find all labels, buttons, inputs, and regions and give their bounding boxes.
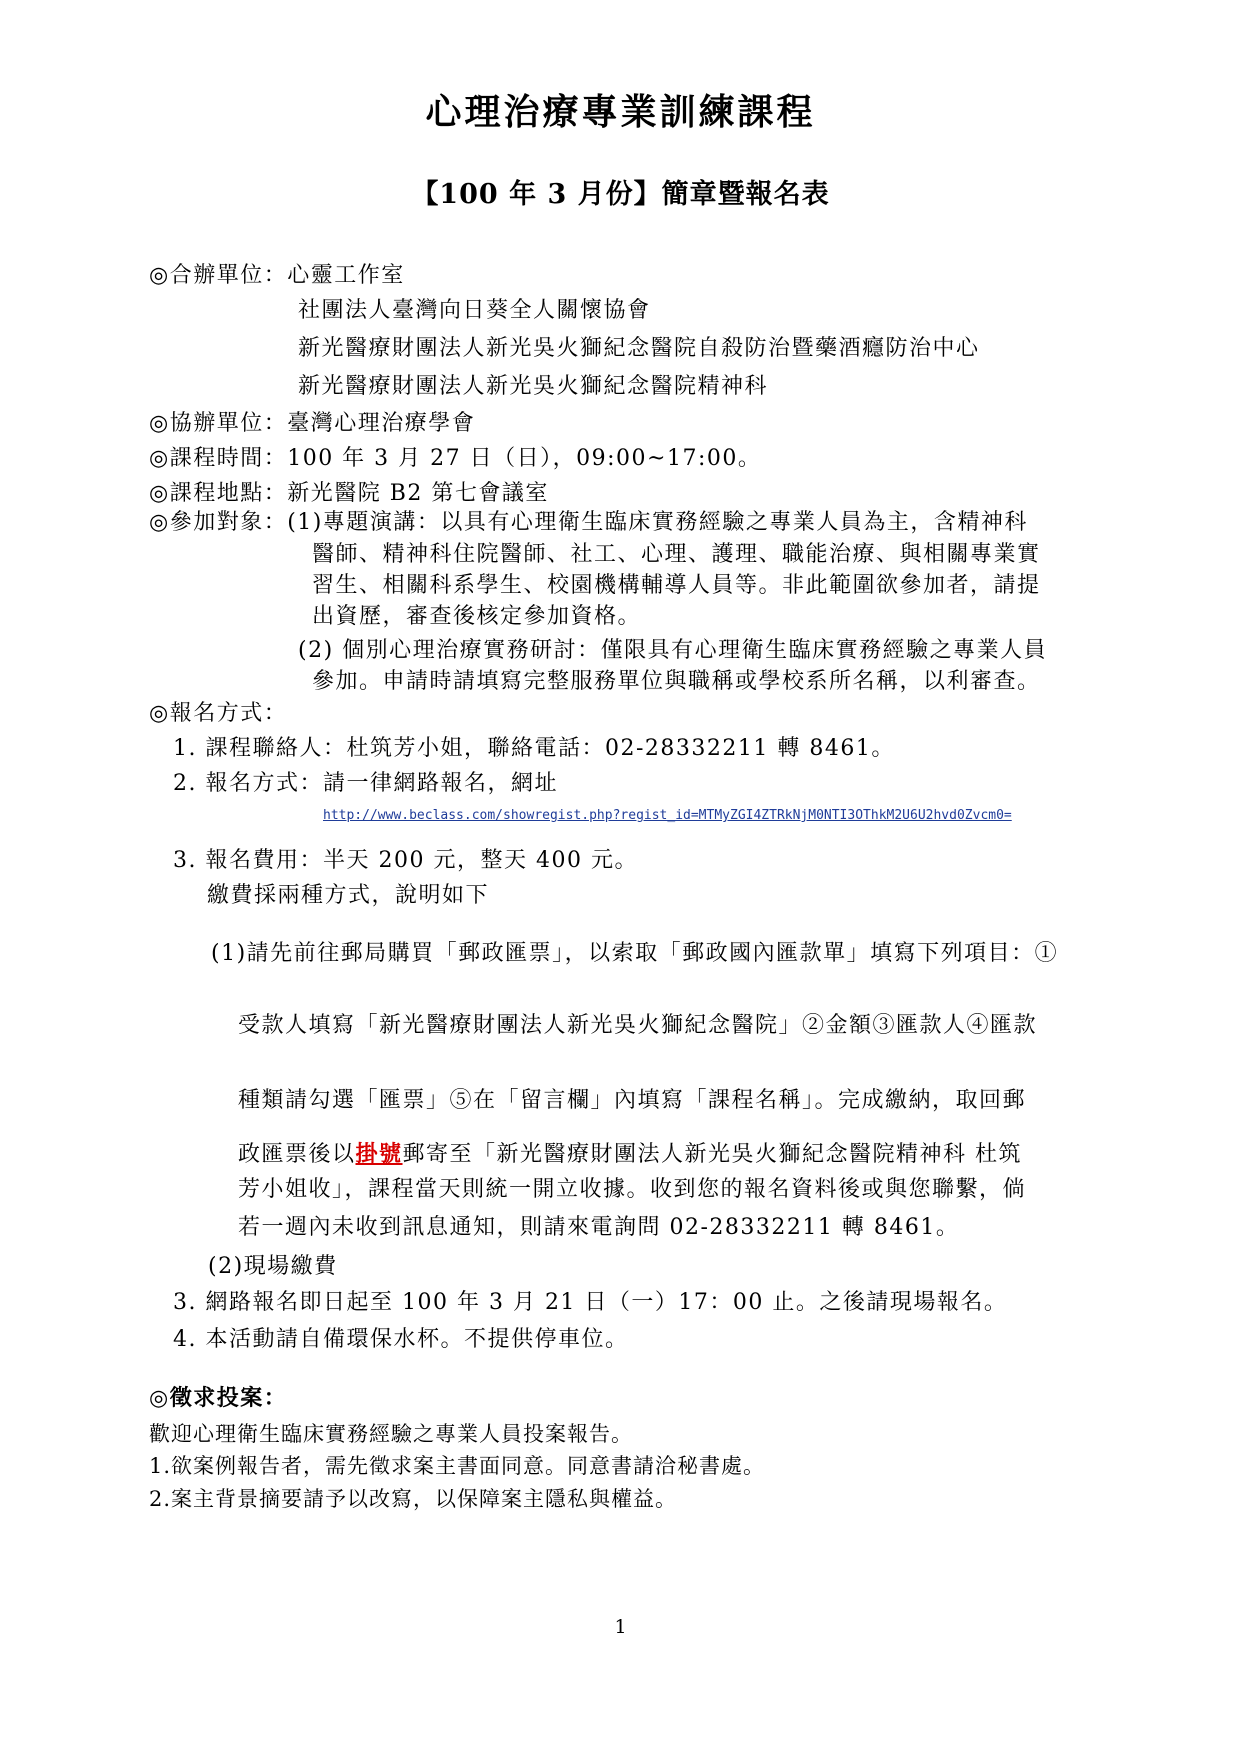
participants-line: 醫師、精神科住院醫師、社工、心理、護理、職能治療、與相關專業實: [312, 542, 1041, 567]
payment-option-line: 芳小姐收」，課程當天則統一開立收據。收到您的報名資料後或與您聯繫，倘: [238, 1177, 1027, 1202]
participants-line: 習生、相關科系學生、校園機構輔導人員等。非此範圍欲參加者，請提: [312, 573, 1041, 598]
case-call-heading: ◎徵求投案：: [149, 1385, 288, 1411]
payment-text: 政匯票後以: [238, 1142, 356, 1167]
participants-line: 參加。申請時請填寫完整服務單位與職稱或學校系所名稱，以利審查。: [312, 669, 1041, 694]
participants-line: (2) 個別心理治療實務研討：僅限具有心理衛生臨床實務經驗之專業人員: [298, 638, 1048, 663]
registered-mail-highlight: 掛號: [355, 1141, 403, 1167]
case-call-line: 歡迎心理衛生臨床實務經驗之專業人員投案報告。: [149, 1422, 633, 1446]
organizer-line: 新光醫療財團法人新光吳火獅紀念醫院自殺防治暨藥酒癮防治中心: [298, 336, 980, 361]
payment-text: 郵寄至「新光醫療財團法人新光吳火獅紀念醫院精神科 杜筑: [402, 1142, 1023, 1167]
registration-heading: ◎報名方式：: [149, 701, 288, 726]
organizer-line: 新光醫療財團法人新光吳火獅紀念醫院精神科: [298, 374, 769, 399]
payment-onsite: (2)現場繳費: [208, 1254, 338, 1279]
registration-deadline: 3. 網路報名即日起至 100 年 3 月 21 日（一）17：00 止。之後請現場報名。: [173, 1290, 1008, 1315]
co-organizer: ◎協辦單位：臺灣心理治療學會: [149, 411, 476, 436]
document-title: 心理治療專業訓練課程: [425, 91, 816, 133]
registration-method: 2. 報名方式：請一律網路報名，網址: [173, 771, 558, 796]
course-location: ◎課程地點：新光醫院 B2 第七會議室: [149, 481, 549, 506]
page-number: 1: [614, 1616, 627, 1638]
participants-line: ◎參加對象：(1)專題演講：以具有心理衛生臨床實務經驗之專業人員為主，含精神科: [149, 510, 1028, 535]
case-call-line: 1.欲案例報告者，需先徵求案主書面同意。同意書請洽秘書處。: [149, 1454, 766, 1478]
participants-line: 出資歷，審查後核定參加資格。: [312, 604, 642, 629]
registration-fee: 3. 報名費用：半天 200 元，整天 400 元。: [173, 848, 638, 873]
organizers-label: ◎合辦單位：心靈工作室: [149, 263, 405, 288]
organizer-line: 社團法人臺灣向日葵全人關懷協會: [298, 298, 651, 323]
fee-note: 繳費採兩種方式，說明如下: [207, 883, 490, 908]
payment-option-line: [238, 1137, 1022, 1168]
payment-option-line: 種類請勾選「匯票」⑤在「留言欄」內填寫「課程名稱」。完成繳納，取回郵: [238, 1088, 1027, 1113]
course-time: ◎課程時間：100 年 3 月 27 日（日），09:00~17:00。: [149, 446, 762, 471]
payment-option-line: 若一週內未收到訊息通知，則請來電詢問 02-28332211 轉 8461。: [238, 1215, 960, 1240]
case-call-line: 2.案主背景摘要請予以改寫，以保障案主隱私與權益。: [149, 1487, 678, 1511]
registration-notice: 4. 本活動請自備環保水杯。不提供停車位。: [173, 1327, 629, 1352]
registration-contact: 1. 課程聯絡人：杜筑芳小姐，聯絡電話：02-28332211 轉 8461。: [173, 736, 895, 761]
document-subtitle: 【100 年 3 月份】簡章暨報名表: [411, 179, 830, 210]
registration-link[interactable]: http://www.beclass.com/showregist.php?regist_id=MTMyZGI4ZTRkNjM0NTI3OThkM2U6U2hvd0Zvcm0=: [323, 808, 1012, 823]
payment-option-line: 受款人填寫「新光醫療財團法人新光吳火獅紀念醫院」②金額③匯款人④匯款: [238, 1013, 1038, 1038]
payment-option-line: (1)請先前往郵局購買「郵政匯票」，以索取「郵政國內匯款單」填寫下列項目：①: [211, 941, 1059, 966]
